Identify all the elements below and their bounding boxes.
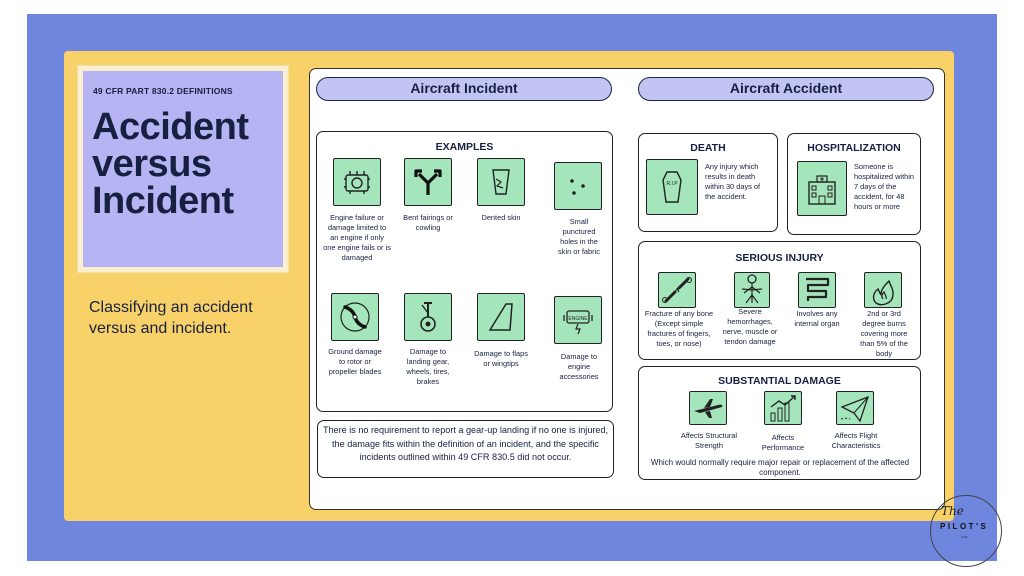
incident-header: Aircraft Incident	[316, 77, 612, 101]
example-caption-8: Damage to engine accessories	[559, 352, 599, 381]
serious-injury-title: SERIOUS INJURY	[735, 252, 824, 264]
broken-bone-icon	[658, 272, 696, 308]
engine-accessory-icon	[554, 296, 602, 344]
substantial-damage-footer: Which would normally require major repair or replacement of the affected component.	[650, 458, 910, 477]
intestine-icon	[798, 272, 836, 308]
gear-up-note: There is no requirement to report a gear-up landing if no one is injured, the damage fits within the definition of an incident, and the specific incidents outlined within 49 CFR 830.5 did not occur.	[317, 420, 614, 478]
coffin-label: R.I.P	[666, 181, 678, 187]
landing-gear-icon	[404, 293, 452, 341]
serious-injury-caption-1: Fracture of any bone (Except simple fractures of fingers, toes, or nose)	[644, 309, 714, 348]
hospitalization-title: HOSPITALIZATION	[807, 142, 901, 154]
performance-chart-icon	[764, 391, 802, 425]
propeller-icon	[331, 293, 379, 341]
paper-plane-icon	[836, 391, 874, 425]
death-title: DEATH	[690, 142, 726, 154]
dented-cup-icon	[477, 158, 525, 206]
nervous-system-icon	[734, 272, 770, 308]
substantial-damage-caption-1: Affects Structural Strength	[680, 431, 738, 450]
split-arrow-icon	[404, 158, 452, 206]
pilots-hub-logo	[930, 495, 1002, 567]
death-text: Any injury which results in death within 30 days of the accident.	[705, 162, 761, 201]
burn-hand-icon	[864, 272, 902, 308]
substantial-damage-caption-3: Affects Flight Characteristics	[831, 431, 881, 450]
engine-icon	[333, 158, 381, 206]
example-caption-2: Bent fairings or cowling	[403, 213, 453, 232]
serious-injury-caption-2: Severe hemorrhages, nerve, muscle or tendon damage	[722, 307, 778, 346]
wing-flap-icon	[477, 293, 525, 341]
accident-header: Aircraft Accident	[638, 77, 934, 101]
airplane-icon	[689, 391, 727, 425]
example-caption-1: Engine failure or damage limited to an engine if only one engine fails or is damaged	[323, 213, 391, 262]
lead-text: Classifying an accident versus and incident.	[89, 299, 253, 337]
title-card-subtitle: 49 CFR PART 830.2 DEFINITIONS	[93, 86, 233, 96]
page-title: Accident versus Incident	[92, 106, 249, 222]
logo-script: The	[941, 504, 964, 518]
examples-title: EXAMPLES	[435, 141, 494, 153]
example-caption-4: Small punctured holes in the skin or fabric	[558, 217, 600, 256]
hospitalization-text: Someone is hospitalized within 7 days of the accident, for 48 hours or more	[854, 162, 914, 211]
example-caption-5: Ground damage to rotor or propeller blades	[328, 347, 382, 376]
coffin-icon	[646, 159, 698, 215]
logo-small: HUB	[961, 535, 968, 539]
logo-word: PILOT'S	[940, 522, 989, 531]
title-card	[78, 66, 288, 272]
example-caption-7: Damage to flaps or wingtips	[474, 349, 528, 368]
svg-text:ENGINE: ENGINE	[568, 316, 588, 322]
example-caption-6: Damage to landing gear, wheels, tires, brakes	[406, 347, 450, 386]
substantial-damage-title: SUBSTANTIAL DAMAGE	[718, 375, 841, 387]
example-caption-3: Dented skin	[481, 213, 521, 222]
serious-injury-caption-3: Involves any internal organ	[794, 309, 840, 328]
punctured-holes-icon	[554, 162, 602, 210]
hospital-icon	[797, 161, 847, 216]
serious-injury-caption-4: 2nd or 3rd degree burns covering more than 5% of the body	[860, 309, 908, 358]
substantial-damage-caption-2: Affects Performance	[761, 433, 805, 452]
